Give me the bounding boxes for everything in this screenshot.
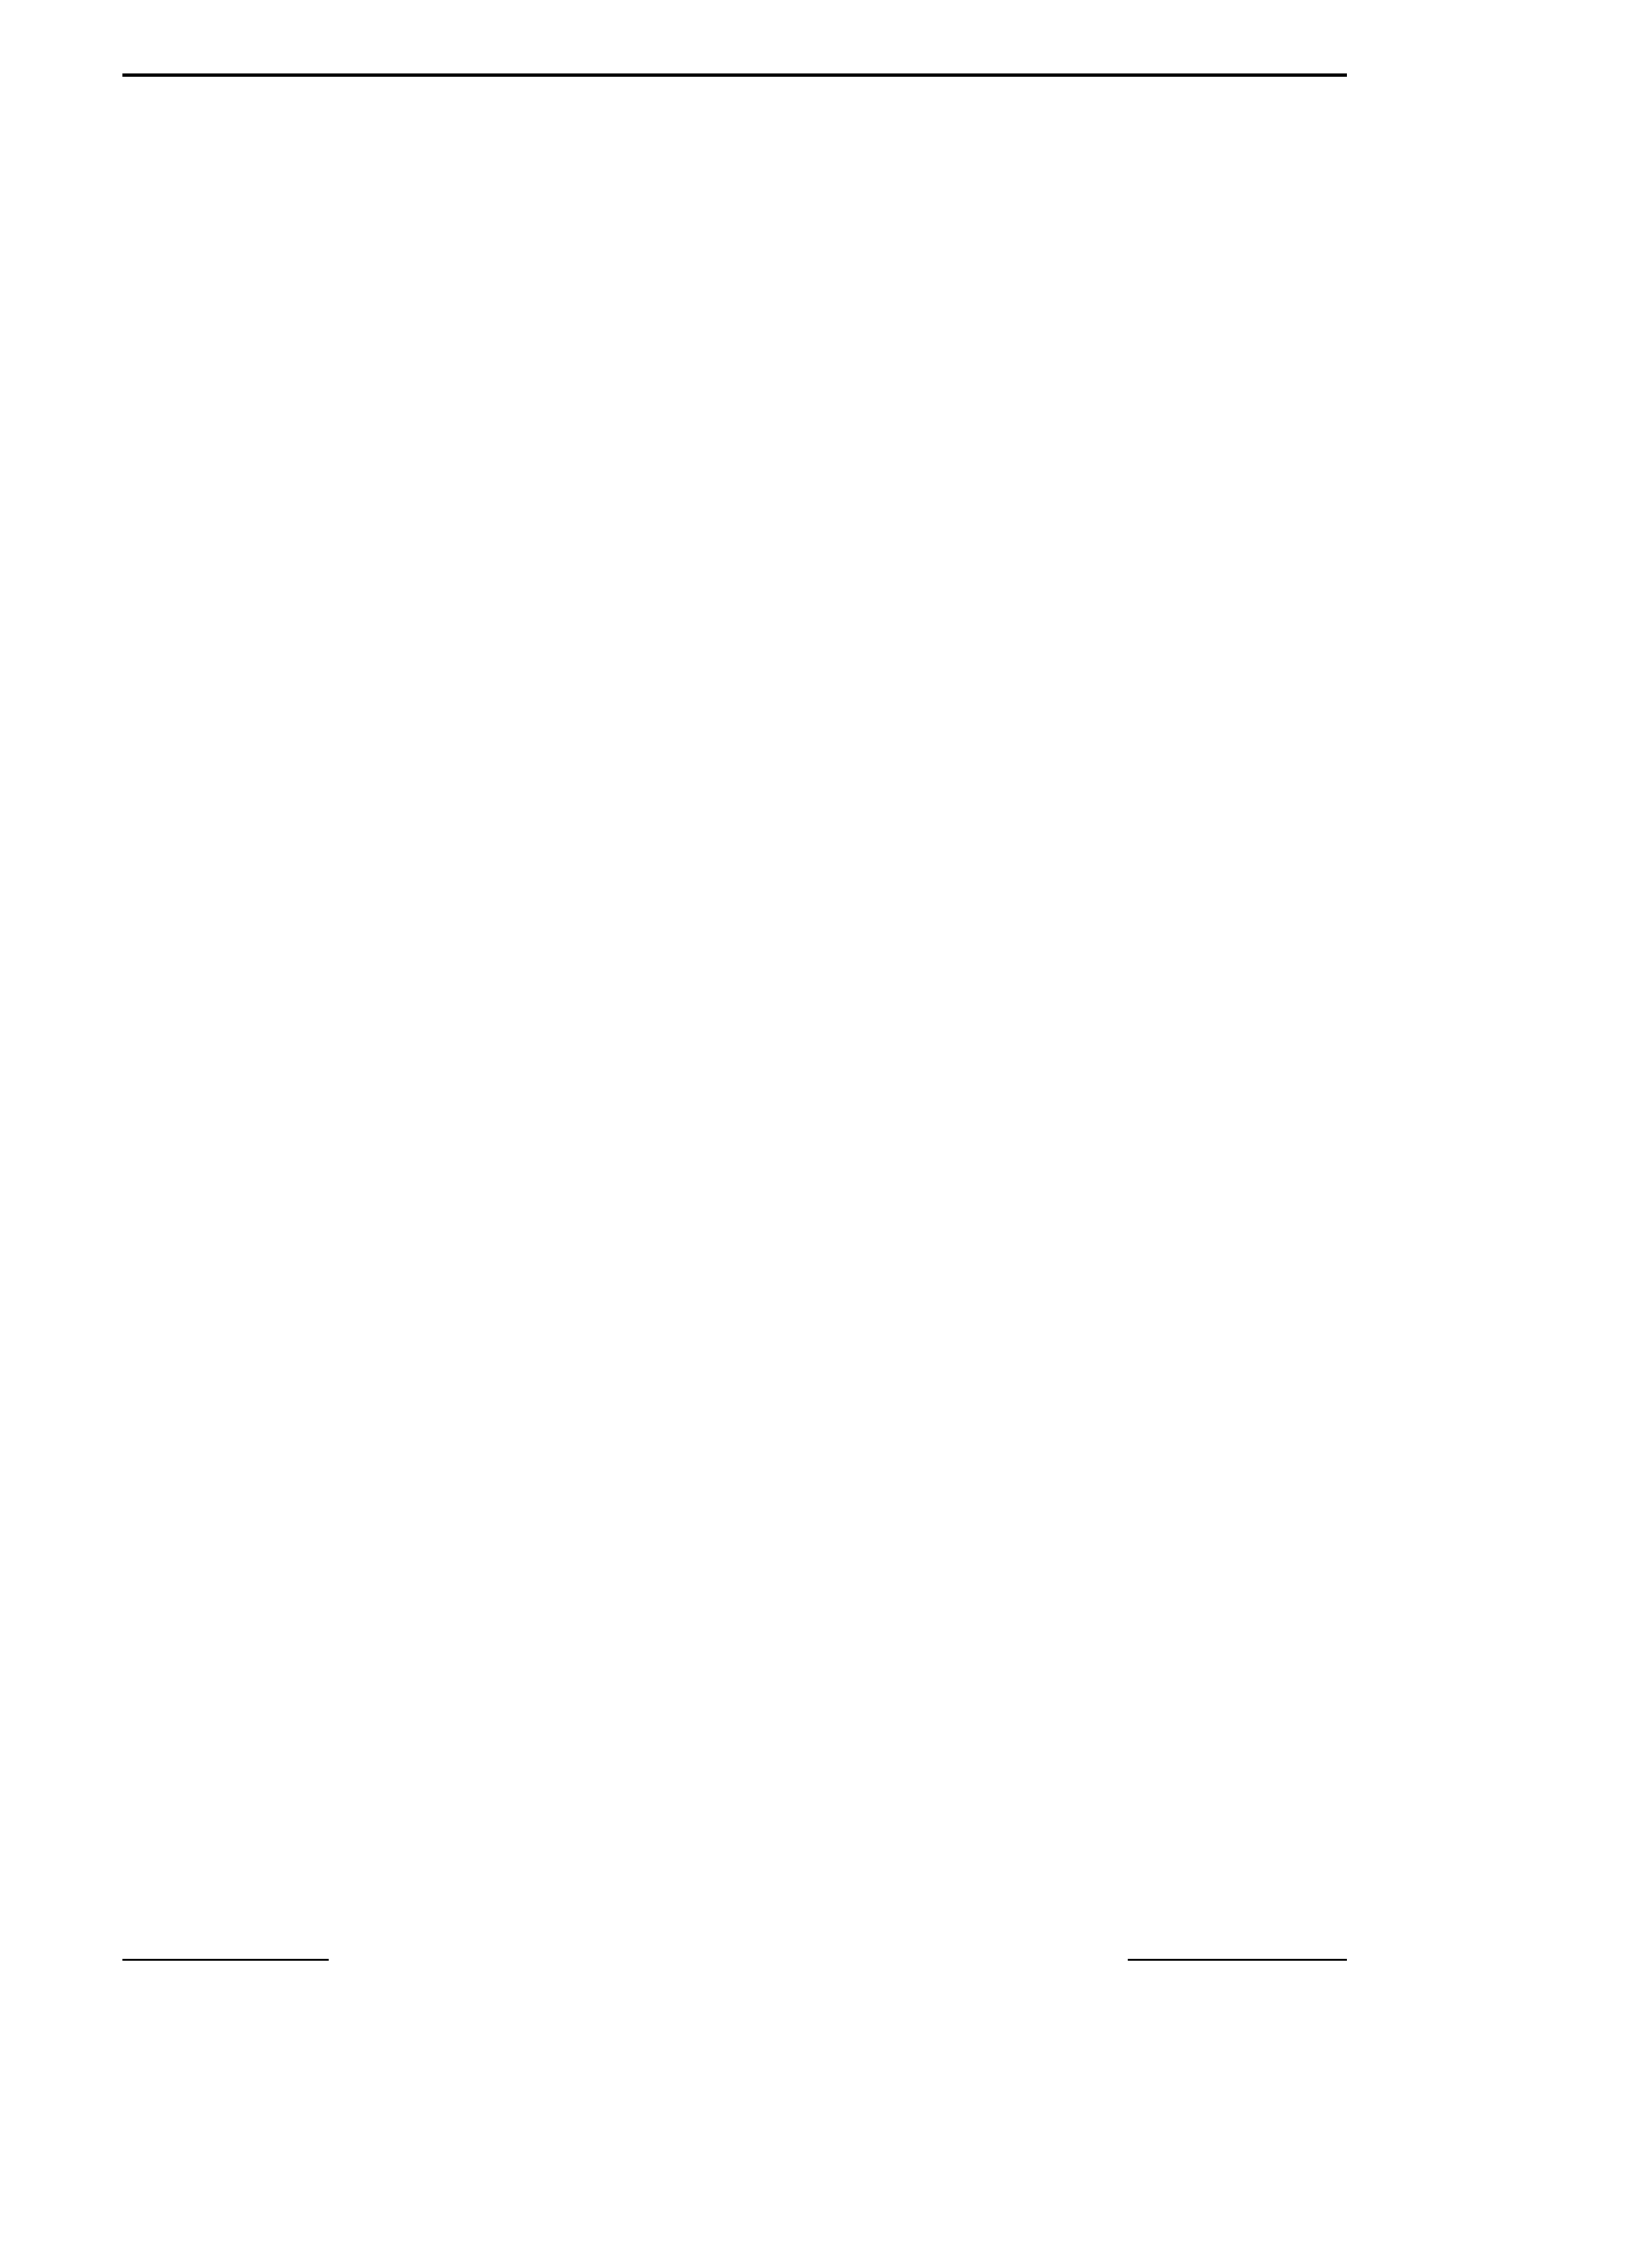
part-row	[0, 706, 1629, 731]
part-row	[0, 1882, 1629, 1907]
part-row	[0, 1043, 1629, 1068]
part-row	[0, 1906, 1629, 1930]
part-row	[0, 802, 1629, 827]
part-row	[0, 153, 1629, 177]
part-row	[0, 1666, 1629, 1691]
part-row	[0, 1475, 1629, 1499]
part-row	[0, 1642, 1629, 1667]
part-row	[0, 1211, 1629, 1236]
part-row	[0, 536, 1629, 561]
part-row	[0, 561, 1629, 585]
part-row	[0, 1259, 1629, 1283]
part-row	[0, 1451, 1629, 1475]
part-row	[0, 1115, 1629, 1140]
part-row	[0, 465, 1629, 489]
part-row	[0, 201, 1629, 226]
part-row	[0, 1595, 1629, 1619]
part-row	[0, 1762, 1629, 1787]
part-row	[0, 731, 1629, 755]
part-row	[0, 441, 1629, 465]
part-row	[0, 1019, 1629, 1044]
part-row	[0, 1499, 1629, 1523]
part-row	[0, 1834, 1629, 1859]
part-row	[0, 682, 1629, 707]
part-row	[0, 778, 1629, 803]
part-row	[0, 1379, 1629, 1403]
part-row	[0, 1858, 1629, 1883]
part-row	[0, 1427, 1629, 1451]
part-row	[0, 488, 1629, 513]
part-row	[0, 273, 1629, 297]
part-row	[0, 826, 1629, 850]
part-row	[0, 1331, 1629, 1356]
part-row	[0, 512, 1629, 537]
part-row	[0, 1403, 1629, 1427]
part-row	[0, 658, 1629, 683]
part-row	[0, 225, 1629, 249]
footer-rule-right	[1128, 1959, 1347, 1961]
part-row	[0, 345, 1629, 369]
part-row	[0, 1786, 1629, 1811]
part-row	[0, 1283, 1629, 1307]
part-row	[0, 1067, 1629, 1091]
part-row	[0, 369, 1629, 393]
header-rule	[122, 73, 1347, 77]
part-row	[0, 392, 1629, 417]
part-row	[0, 1187, 1629, 1211]
part-row	[0, 1546, 1629, 1571]
part-row	[0, 754, 1629, 779]
part-row	[0, 1715, 1629, 1739]
part-row	[0, 1523, 1629, 1547]
part-row	[0, 1139, 1629, 1164]
part-row	[0, 1691, 1629, 1715]
part-row	[0, 584, 1629, 609]
part-row	[0, 1355, 1629, 1379]
part-row	[0, 1571, 1629, 1595]
part-row	[0, 874, 1629, 899]
footer-rule-left	[122, 1959, 329, 1961]
part-row	[0, 249, 1629, 273]
part-row	[0, 177, 1629, 201]
part-row	[0, 850, 1629, 875]
part-row	[0, 321, 1629, 345]
part-row	[0, 1307, 1629, 1331]
part-row	[0, 129, 1629, 153]
part-row	[0, 1619, 1629, 1643]
part-row	[0, 416, 1629, 441]
part-row	[0, 1091, 1629, 1116]
part-row	[0, 1163, 1629, 1187]
part-row	[0, 1235, 1629, 1260]
part-row	[0, 1738, 1629, 1763]
part-row	[0, 296, 1629, 321]
part-row	[0, 1811, 1629, 1835]
